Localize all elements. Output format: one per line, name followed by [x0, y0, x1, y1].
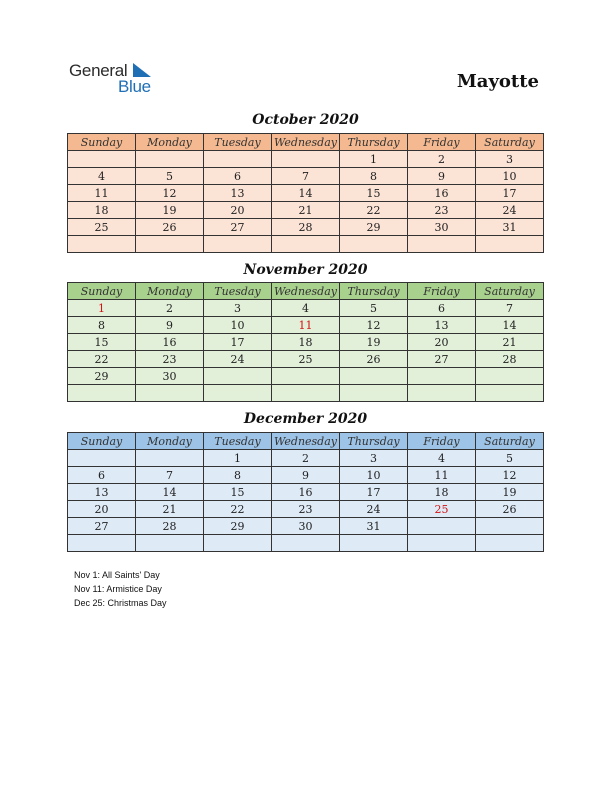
day-cell: 12 — [476, 467, 544, 484]
day-cell: 10 — [340, 467, 408, 484]
day-cell: 11 — [408, 467, 476, 484]
weekday-header: Friday — [408, 433, 476, 450]
day-cell: 21 — [272, 202, 340, 219]
week-row — [68, 450, 544, 467]
day-cell: 25 — [408, 501, 476, 518]
day-cell: 8 — [68, 317, 136, 334]
day-cell — [204, 151, 272, 168]
weekday-header: Monday — [136, 433, 204, 450]
week-row — [68, 300, 544, 317]
calendar-october — [67, 133, 544, 253]
day-cell: 10 — [476, 168, 544, 185]
day-cell — [136, 535, 204, 552]
week-row — [68, 368, 544, 385]
week-row — [68, 467, 544, 484]
day-cell: 13 — [68, 484, 136, 501]
day-cell — [68, 236, 136, 253]
holiday-note: Dec 25: Christmas Day — [74, 598, 167, 608]
weekday-header: Wednesday — [272, 433, 340, 450]
day-cell: 27 — [408, 351, 476, 368]
day-cell: 25 — [68, 219, 136, 236]
week-row — [68, 535, 544, 552]
day-cell: 26 — [136, 219, 204, 236]
day-cell: 7 — [272, 168, 340, 185]
week-row — [68, 168, 544, 185]
day-cell — [340, 385, 408, 402]
week-row — [68, 518, 544, 535]
day-cell: 29 — [340, 219, 408, 236]
day-cell: 24 — [204, 351, 272, 368]
week-row — [68, 317, 544, 334]
day-cell: 20 — [408, 334, 476, 351]
day-cell: 10 — [204, 317, 272, 334]
day-cell: 22 — [68, 351, 136, 368]
day-cell: 4 — [68, 168, 136, 185]
day-cell: 19 — [340, 334, 408, 351]
weekday-header: Thursday — [340, 433, 408, 450]
day-cell — [476, 368, 544, 385]
logo-text-general: General — [69, 61, 128, 80]
day-cell: 12 — [136, 185, 204, 202]
day-cell: 1 — [340, 151, 408, 168]
weekday-header-row — [68, 134, 544, 151]
day-cell: 22 — [204, 501, 272, 518]
day-cell — [68, 151, 136, 168]
day-cell: 12 — [340, 317, 408, 334]
day-cell: 11 — [272, 317, 340, 334]
weekday-header: Monday — [136, 283, 204, 300]
day-cell: 13 — [204, 185, 272, 202]
day-cell: 17 — [340, 484, 408, 501]
day-cell: 29 — [68, 368, 136, 385]
day-cell: 15 — [204, 484, 272, 501]
day-cell: 23 — [136, 351, 204, 368]
day-cell — [136, 236, 204, 253]
day-cell — [68, 450, 136, 467]
day-cell: 19 — [136, 202, 204, 219]
weekday-header: Tuesday — [204, 283, 272, 300]
day-cell: 21 — [476, 334, 544, 351]
day-cell: 6 — [204, 168, 272, 185]
week-row — [68, 501, 544, 518]
calendar-december — [67, 432, 544, 552]
weekday-header: Sunday — [68, 433, 136, 450]
day-cell: 14 — [272, 185, 340, 202]
day-cell — [272, 535, 340, 552]
day-cell: 7 — [476, 300, 544, 317]
day-cell: 16 — [408, 185, 476, 202]
day-cell: 19 — [476, 484, 544, 501]
day-cell: 17 — [204, 334, 272, 351]
holiday-note: Nov 1: All Saints' Day — [74, 570, 160, 580]
day-cell: 5 — [476, 450, 544, 467]
holiday-note: Nov 11: Armistice Day — [74, 584, 162, 594]
day-cell: 24 — [340, 501, 408, 518]
day-cell: 25 — [272, 351, 340, 368]
day-cell — [476, 535, 544, 552]
day-cell — [204, 385, 272, 402]
week-row — [68, 484, 544, 501]
weekday-header: Saturday — [476, 283, 544, 300]
day-cell: 3 — [204, 300, 272, 317]
day-cell — [204, 236, 272, 253]
day-cell — [408, 385, 476, 402]
day-cell: 20 — [68, 501, 136, 518]
month-title-november: November 2020 — [243, 262, 368, 278]
day-cell — [136, 450, 204, 467]
day-cell: 2 — [136, 300, 204, 317]
day-cell: 31 — [476, 219, 544, 236]
day-cell: 27 — [68, 518, 136, 535]
day-cell: 8 — [340, 168, 408, 185]
day-cell: 3 — [340, 450, 408, 467]
day-cell: 2 — [272, 450, 340, 467]
day-cell — [204, 535, 272, 552]
day-cell: 24 — [476, 202, 544, 219]
weekday-header: Wednesday — [272, 283, 340, 300]
day-cell — [340, 236, 408, 253]
day-cell — [408, 518, 476, 535]
day-cell: 6 — [68, 467, 136, 484]
weekday-header: Tuesday — [204, 433, 272, 450]
day-cell: 1 — [68, 300, 136, 317]
day-cell — [272, 385, 340, 402]
day-cell: 5 — [136, 168, 204, 185]
weekday-header-row — [68, 283, 544, 300]
day-cell — [476, 236, 544, 253]
weekday-header: Friday — [408, 283, 476, 300]
day-cell: 31 — [340, 518, 408, 535]
day-cell — [340, 368, 408, 385]
day-cell: 17 — [476, 185, 544, 202]
day-cell: 18 — [408, 484, 476, 501]
weekday-header: Thursday — [340, 134, 408, 151]
day-cell: 28 — [272, 219, 340, 236]
day-cell — [408, 368, 476, 385]
day-cell: 18 — [272, 334, 340, 351]
month-title-october: October 2020 — [252, 112, 359, 128]
day-cell: 30 — [136, 368, 204, 385]
day-cell — [272, 151, 340, 168]
country-title: Mayotte — [456, 71, 539, 92]
day-cell — [136, 385, 204, 402]
weekday-header: Tuesday — [204, 134, 272, 151]
weekday-header-row — [68, 433, 544, 450]
day-cell: 21 — [136, 501, 204, 518]
day-cell: 23 — [272, 501, 340, 518]
week-row — [68, 385, 544, 402]
day-cell: 18 — [68, 202, 136, 219]
day-cell — [272, 236, 340, 253]
day-cell: 26 — [340, 351, 408, 368]
weekday-header: Sunday — [68, 134, 136, 151]
week-row — [68, 219, 544, 236]
day-cell — [408, 535, 476, 552]
day-cell: 23 — [408, 202, 476, 219]
day-cell: 22 — [340, 202, 408, 219]
day-cell: 30 — [272, 518, 340, 535]
weekday-header: Thursday — [340, 283, 408, 300]
day-cell — [68, 385, 136, 402]
month-title-december: December 2020 — [243, 411, 368, 427]
day-cell: 29 — [204, 518, 272, 535]
week-row — [68, 351, 544, 368]
day-cell — [272, 368, 340, 385]
day-cell: 2 — [408, 151, 476, 168]
day-cell: 9 — [408, 168, 476, 185]
day-cell: 15 — [68, 334, 136, 351]
day-cell: 4 — [408, 450, 476, 467]
day-cell — [340, 535, 408, 552]
day-cell: 30 — [408, 219, 476, 236]
week-row — [68, 236, 544, 253]
weekday-header: Wednesday — [272, 134, 340, 151]
weekday-header: Friday — [408, 134, 476, 151]
day-cell: 3 — [476, 151, 544, 168]
day-cell — [68, 535, 136, 552]
day-cell: 27 — [204, 219, 272, 236]
day-cell: 1 — [204, 450, 272, 467]
day-cell: 4 — [272, 300, 340, 317]
day-cell: 28 — [476, 351, 544, 368]
day-cell: 16 — [272, 484, 340, 501]
day-cell: 28 — [136, 518, 204, 535]
day-cell — [204, 368, 272, 385]
day-cell — [136, 151, 204, 168]
day-cell: 14 — [136, 484, 204, 501]
day-cell: 11 — [68, 185, 136, 202]
week-row — [68, 185, 544, 202]
day-cell: 9 — [136, 317, 204, 334]
day-cell: 6 — [408, 300, 476, 317]
day-cell: 8 — [204, 467, 272, 484]
day-cell: 15 — [340, 185, 408, 202]
day-cell: 14 — [476, 317, 544, 334]
weekday-header: Saturday — [476, 433, 544, 450]
day-cell: 7 — [136, 467, 204, 484]
day-cell: 13 — [408, 317, 476, 334]
day-cell — [408, 236, 476, 253]
day-cell — [476, 385, 544, 402]
weekday-header: Saturday — [476, 134, 544, 151]
day-cell: 5 — [340, 300, 408, 317]
weekday-header: Monday — [136, 134, 204, 151]
day-cell — [476, 518, 544, 535]
weekday-header: Sunday — [68, 283, 136, 300]
day-cell: 9 — [272, 467, 340, 484]
day-cell: 26 — [476, 501, 544, 518]
calendar-november — [67, 282, 544, 402]
day-cell: 20 — [204, 202, 272, 219]
logo — [69, 61, 169, 97]
week-row — [68, 151, 544, 168]
logo-text-blue: Blue — [118, 77, 151, 96]
week-row — [68, 334, 544, 351]
week-row — [68, 202, 544, 219]
day-cell: 16 — [136, 334, 204, 351]
holiday-notes — [74, 568, 167, 610]
